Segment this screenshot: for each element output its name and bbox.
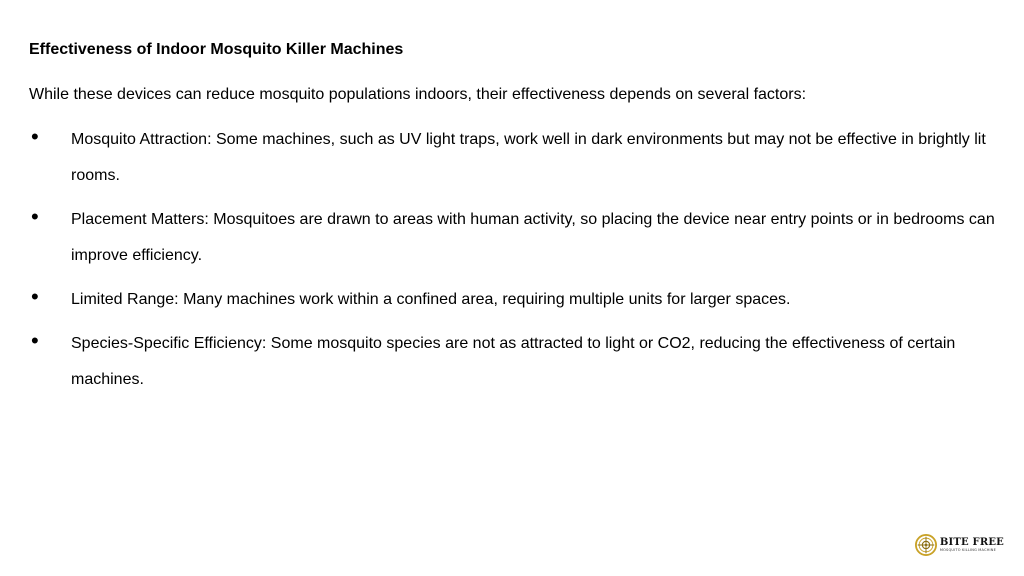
bullet-icon: • [31,204,39,229]
list-item [29,282,999,318]
bullet-icon: • [31,328,39,353]
list-item-text: Limited Range: Many machines work within a confined area, requiring multiple units for larger spaces. [71,291,791,308]
list-item [29,202,999,274]
list-item-text: Species-Specific Efficiency: Some mosquito species are not as attracted to light or CO2, reducing the effectiveness of certain machines. [71,335,956,388]
logo-tagline: MOSQUITO KILLING MACHINE [939,547,997,552]
factor-list [29,122,999,406]
bullet-icon: • [31,124,39,149]
bullet-icon: • [31,284,39,309]
list-item-text: Placement Matters: Mosquitoes are drawn to areas with human activity, so placing the device near entry points or in bedrooms can improve efficiency. [71,211,995,264]
crosshair-seal-icon [915,534,937,556]
intro-paragraph: While these devices can reduce mosquito populations indoors, their effectiveness depends on several factors: [29,86,807,103]
list-item [29,326,999,398]
logo-brand-name: BITE FREE [939,536,1004,548]
brand-logo [915,534,1004,556]
list-item-text: Mosquito Attraction: Some machines, such as UV light traps, work well in dark environments but may not be effective in brightly lit rooms. [71,131,986,184]
logo-text [940,538,1004,553]
list-item [29,122,999,194]
slide-heading: Effectiveness of Indoor Mosquito Killer Machines [29,41,404,58]
